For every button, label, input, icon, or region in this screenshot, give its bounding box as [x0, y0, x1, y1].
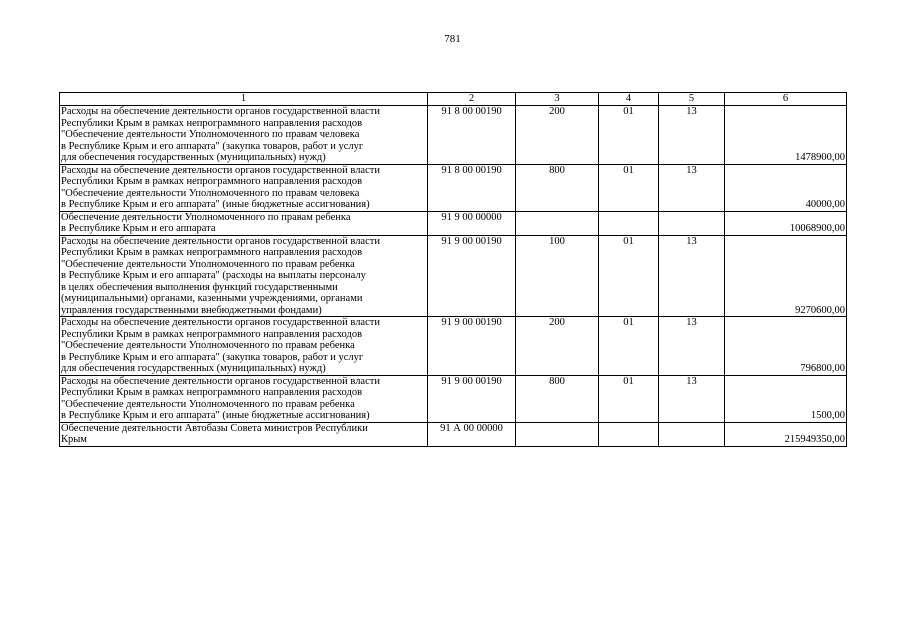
row-section: 01	[599, 235, 659, 317]
row-description: Обеспечение деятельности Автобазы Совета министров Республики Крым	[60, 422, 428, 446]
row-section: 01	[599, 164, 659, 211]
row-amount: 10068900,00	[725, 211, 847, 235]
row-expense-type	[516, 422, 599, 446]
row-subsection: 13	[659, 317, 725, 376]
table-row	[60, 211, 847, 235]
row-subsection	[659, 211, 725, 235]
table-row	[60, 422, 847, 446]
row-expense-type	[516, 211, 599, 235]
row-description: Расходы на обеспечение деятельности органов государственной власти Республики Крым в рамках непрограммного направления расходов "Обеспечение деятельности Уполномоченного по правам человека в Республике Крым и его аппарата" (закупка товаров, работ и услуг для обеспечения государственных (муниципальных) нужд)	[60, 106, 428, 165]
row-description: Расходы на обеспечение деятельности органов государственной власти Республики Крым в рамках непрограммного направления расходов "Обеспечение деятельности Уполномоченного по правам ребенка в Республике Крым и его аппарата" (иные бюджетные ассигнования)	[60, 375, 428, 422]
row-expense-type: 100	[516, 235, 599, 317]
row-subsection: 13	[659, 375, 725, 422]
row-target-code: 91 8 00 00190	[428, 106, 516, 165]
row-amount: 796800,00	[725, 317, 847, 376]
row-target-code: 91 8 00 00190	[428, 164, 516, 211]
row-description: Расходы на обеспечение деятельности органов государственной власти Республики Крым в рамках непрограммного направления расходов "Обеспечение деятельности Уполномоченного по правам ребенка в Республике Крым и его аппарата" (расходы на выплаты персоналу в целях обеспечения выполнения функций государственными (муниципальными) органами, казенными учреждениями, органами управления государственными внебюджетными фондами)	[60, 235, 428, 317]
row-subsection	[659, 422, 725, 446]
header-col-6: 6	[725, 93, 847, 106]
row-expense-type: 200	[516, 317, 599, 376]
row-description: Расходы на обеспечение деятельности органов государственной власти Республики Крым в рамках непрограммного направления расходов "Обеспечение деятельности Уполномоченного по правам ребенка в Республике Крым и его аппарата" (закупка товаров, работ и услуг для обеспечения государственных (муниципальных) нужд)	[60, 317, 428, 376]
header-col-4: 4	[599, 93, 659, 106]
row-section: 01	[599, 317, 659, 376]
row-section: 01	[599, 106, 659, 165]
header-col-5: 5	[659, 93, 725, 106]
page-number: 781	[444, 33, 461, 45]
row-section	[599, 422, 659, 446]
row-amount: 215949350,00	[725, 422, 847, 446]
row-amount: 40000,00	[725, 164, 847, 211]
header-col-3: 3	[516, 93, 599, 106]
row-subsection: 13	[659, 235, 725, 317]
row-description: Расходы на обеспечение деятельности органов государственной власти Республики Крым в рамках непрограммного направления расходов "Обеспечение деятельности Уполномоченного по правам человека в Республике Крым и его аппарата" (иные бюджетные ассигнования)	[60, 164, 428, 211]
row-expense-type: 800	[516, 164, 599, 211]
row-amount: 9270600,00	[725, 235, 847, 317]
header-row	[60, 93, 847, 106]
header-col-2: 2	[428, 93, 516, 106]
row-expense-type: 800	[516, 375, 599, 422]
table-row	[60, 235, 847, 317]
budget-table	[59, 92, 847, 447]
table-row	[60, 317, 847, 376]
table-row	[60, 375, 847, 422]
row-amount: 1500,00	[725, 375, 847, 422]
row-amount: 1478900,00	[725, 106, 847, 165]
row-section: 01	[599, 375, 659, 422]
row-subsection: 13	[659, 106, 725, 165]
row-section	[599, 211, 659, 235]
header-col-1: 1	[60, 93, 428, 106]
row-target-code: 91 9 00 00190	[428, 317, 516, 376]
row-target-code: 91 9 00 00000	[428, 211, 516, 235]
row-expense-type: 200	[516, 106, 599, 165]
row-subsection: 13	[659, 164, 725, 211]
row-target-code: 91 9 00 00190	[428, 375, 516, 422]
table-row	[60, 106, 847, 165]
table-row	[60, 164, 847, 211]
row-description: Обеспечение деятельности Уполномоченного по правам ребенка в Республике Крым и его аппарата	[60, 211, 428, 235]
row-target-code: 91 А 00 00000	[428, 422, 516, 446]
row-target-code: 91 9 00 00190	[428, 235, 516, 317]
